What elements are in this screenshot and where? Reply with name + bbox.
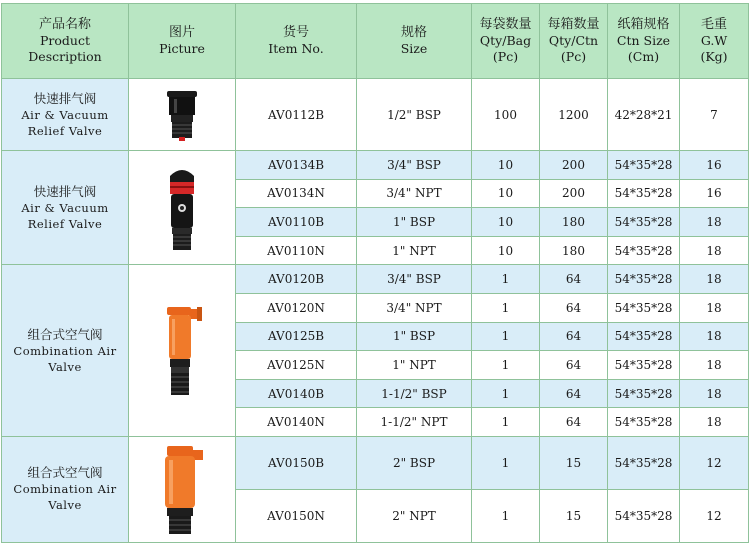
qty-ctn: 64 xyxy=(540,322,608,351)
black-air-vent-valve-icon xyxy=(162,87,202,143)
qty-bag: 100 xyxy=(472,79,540,151)
size: 3/4" NPT xyxy=(357,179,472,208)
qty-bag: 10 xyxy=(472,236,540,265)
qty-bag: 10 xyxy=(472,208,540,237)
product-picture xyxy=(129,265,236,437)
item-no: AV0140B xyxy=(236,379,357,408)
ctn-size: 54*35*28 xyxy=(608,151,680,180)
header-product: 产品名称 Product Description xyxy=(2,4,129,79)
item-no: AV0140N xyxy=(236,408,357,437)
qty-ctn: 180 xyxy=(540,208,608,237)
qty-ctn: 15 xyxy=(540,436,608,489)
item-no: AV0150B xyxy=(236,436,357,489)
qty-bag: 1 xyxy=(472,293,540,322)
gross-weight: 18 xyxy=(680,322,749,351)
large-orange-combination-air-valve-icon xyxy=(157,440,207,538)
gross-weight: 16 xyxy=(680,179,749,208)
size: 1" BSP xyxy=(357,208,472,237)
gross-weight: 18 xyxy=(680,265,749,294)
product-description: 快速排气阀 Air & Vacuum Relief Valve xyxy=(2,151,129,265)
ctn-size: 54*35*28 xyxy=(608,265,680,294)
qty-ctn: 64 xyxy=(540,379,608,408)
product-description: 组合式空气阀 Combination Air Valve xyxy=(2,436,129,542)
size: 1/2" BSP xyxy=(357,79,472,151)
size: 3/4" NPT xyxy=(357,293,472,322)
gross-weight: 12 xyxy=(680,436,749,489)
ctn-size: 54*35*28 xyxy=(608,436,680,489)
product-spec-table xyxy=(1,3,749,543)
qty-ctn: 180 xyxy=(540,236,608,265)
table-row xyxy=(2,265,749,294)
qty-ctn: 200 xyxy=(540,151,608,180)
table-row xyxy=(2,151,749,180)
product-description: 快速排气阀 Air & Vacuum Relief Valve xyxy=(2,79,129,151)
product-description: 组合式空气阀 Combination Air Valve xyxy=(2,265,129,437)
qty-bag: 1 xyxy=(472,489,540,542)
gross-weight: 18 xyxy=(680,293,749,322)
item-no: AV0134B xyxy=(236,151,357,180)
gross-weight: 18 xyxy=(680,408,749,437)
product-picture xyxy=(129,79,236,151)
header-row xyxy=(2,4,749,79)
ctn-size: 54*35*28 xyxy=(608,408,680,437)
gross-weight: 18 xyxy=(680,208,749,237)
item-no: AV0110B xyxy=(236,208,357,237)
qty-bag: 1 xyxy=(472,322,540,351)
orange-combination-air-valve-icon xyxy=(159,301,205,401)
header-gw: 毛重 G.W (Kg) xyxy=(680,4,749,79)
ctn-size: 54*35*28 xyxy=(608,236,680,265)
gross-weight: 18 xyxy=(680,379,749,408)
product-picture xyxy=(129,436,236,542)
header-size: 规格 Size xyxy=(357,4,472,79)
table-row xyxy=(2,79,749,151)
qty-ctn: 64 xyxy=(540,351,608,380)
qty-bag: 1 xyxy=(472,379,540,408)
item-no: AV0120N xyxy=(236,293,357,322)
size: 3/4" BSP xyxy=(357,265,472,294)
header-picture: 图片 Picture xyxy=(129,4,236,79)
gross-weight: 12 xyxy=(680,489,749,542)
size: 2" NPT xyxy=(357,489,472,542)
table-row xyxy=(2,436,749,489)
size: 1" NPT xyxy=(357,351,472,380)
ctn-size: 54*35*28 xyxy=(608,322,680,351)
ctn-size: 42*28*21 xyxy=(608,79,680,151)
header-qty-ctn: 每箱数量 Qty/Ctn (Pc) xyxy=(540,4,608,79)
ctn-size: 54*35*28 xyxy=(608,351,680,380)
size: 1" BSP xyxy=(357,322,472,351)
header-item: 货号 Item No. xyxy=(236,4,357,79)
ctn-size: 54*35*28 xyxy=(608,379,680,408)
qty-ctn: 64 xyxy=(540,265,608,294)
size: 1" NPT xyxy=(357,236,472,265)
size: 2" BSP xyxy=(357,436,472,489)
ctn-size: 54*35*28 xyxy=(608,208,680,237)
item-no: AV0125N xyxy=(236,351,357,380)
qty-bag: 1 xyxy=(472,408,540,437)
qty-ctn: 64 xyxy=(540,293,608,322)
qty-bag: 1 xyxy=(472,351,540,380)
gross-weight: 18 xyxy=(680,236,749,265)
item-no: AV0150N xyxy=(236,489,357,542)
qty-ctn: 15 xyxy=(540,489,608,542)
size: 1-1/2" BSP xyxy=(357,379,472,408)
qty-bag: 1 xyxy=(472,436,540,489)
item-no: AV0125B xyxy=(236,322,357,351)
black-red-air-vacuum-valve-icon xyxy=(162,162,202,254)
ctn-size: 54*35*28 xyxy=(608,293,680,322)
qty-ctn: 64 xyxy=(540,408,608,437)
qty-bag: 10 xyxy=(472,179,540,208)
qty-ctn: 1200 xyxy=(540,79,608,151)
size: 1-1/2" NPT xyxy=(357,408,472,437)
item-no: AV0120B xyxy=(236,265,357,294)
item-no: AV0112B xyxy=(236,79,357,151)
ctn-size: 54*35*28 xyxy=(608,179,680,208)
header-qty-bag: 每袋数量 Qty/Bag (Pc) xyxy=(472,4,540,79)
gross-weight: 18 xyxy=(680,351,749,380)
gross-weight: 16 xyxy=(680,151,749,180)
product-picture xyxy=(129,151,236,265)
header-ctn-size: 纸箱规格 Ctn Size (Cm) xyxy=(608,4,680,79)
qty-ctn: 200 xyxy=(540,179,608,208)
ctn-size: 54*35*28 xyxy=(608,489,680,542)
item-no: AV0110N xyxy=(236,236,357,265)
size: 3/4" BSP xyxy=(357,151,472,180)
item-no: AV0134N xyxy=(236,179,357,208)
gross-weight: 7 xyxy=(680,79,749,151)
qty-bag: 10 xyxy=(472,151,540,180)
qty-bag: 1 xyxy=(472,265,540,294)
